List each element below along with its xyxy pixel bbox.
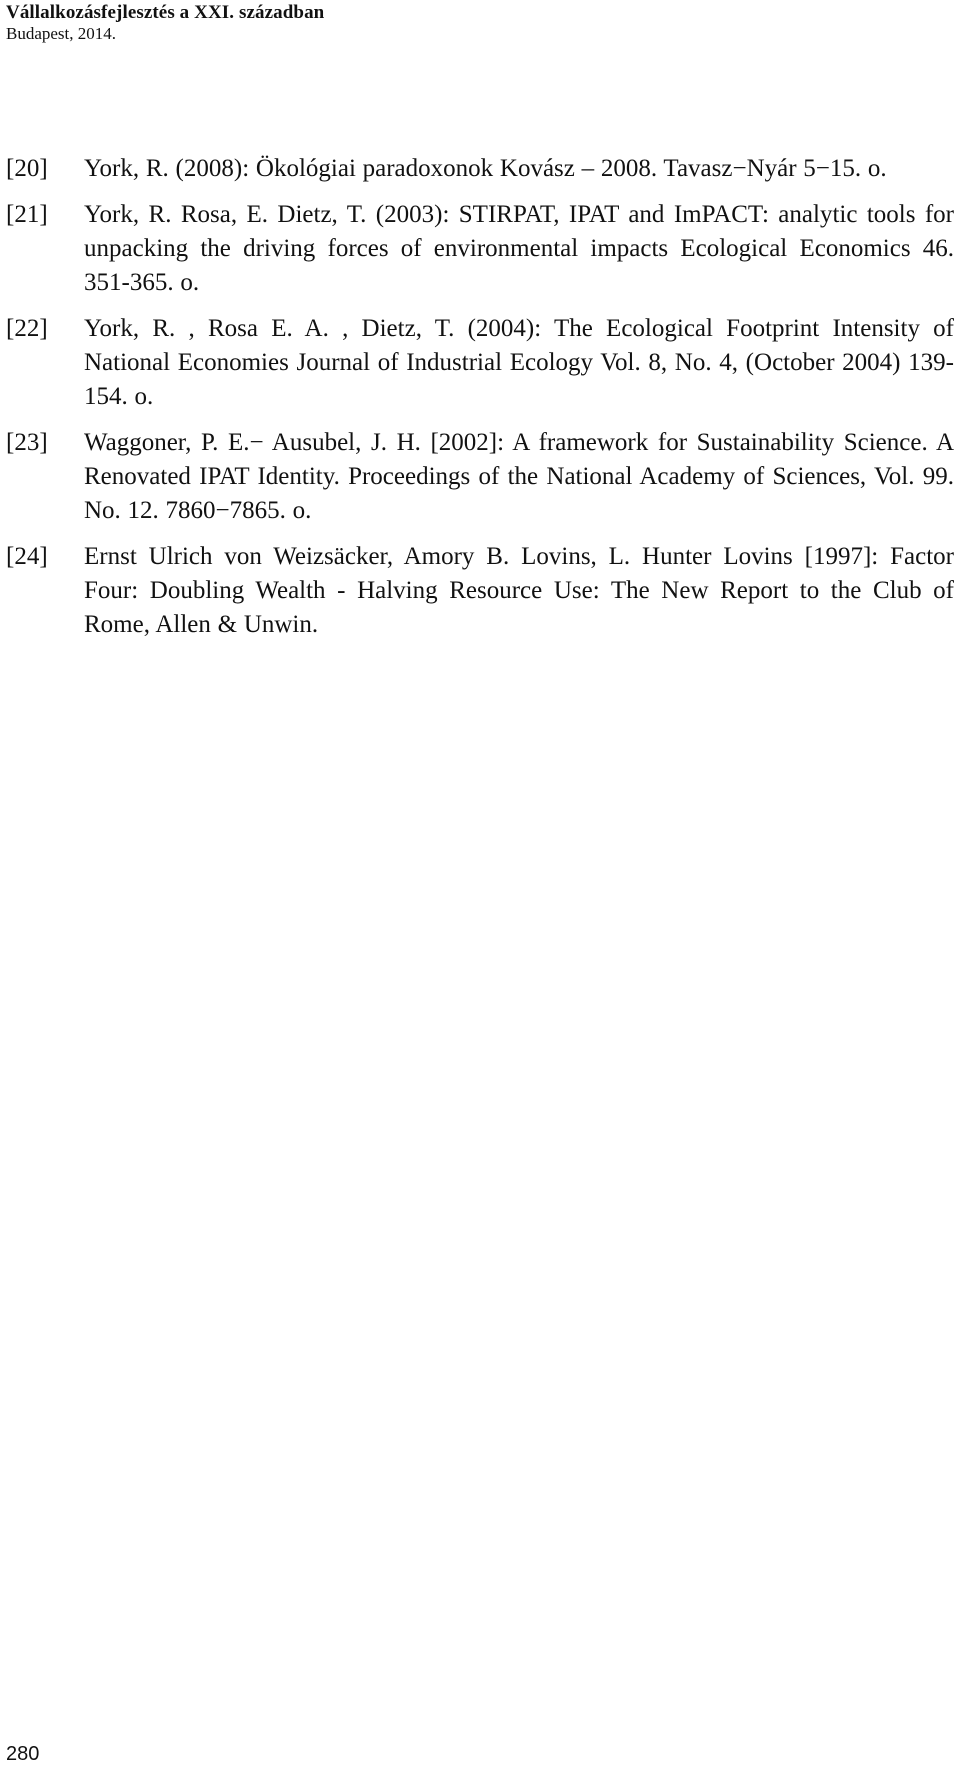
reference-number: [22] (6, 315, 48, 342)
reference-item-23 (6, 426, 954, 528)
reference-text: Waggoner, P. E.− Ausubel, J. H. [2002]: A framework for Sustainability Science. A Renovated IPAT Identity. Proceedings of the National Academy of Sciences, Vol. 99. No. 12. 7860−7865. o. (84, 429, 954, 524)
header-title: Vállalkozásfejlesztés a XXI. században (6, 2, 325, 23)
reference-list (6, 152, 954, 654)
header-subtitle: Budapest, 2014. (6, 24, 117, 43)
page-header (6, 2, 324, 44)
reference-text: York, R. Rosa, E. Dietz, T. (2003): STIRPAT, IPAT and ImPACT: analytic tools for unpacking the driving forces of environmental impacts Ecological Economics 46. 351-365. o. (84, 201, 954, 296)
reference-number: [24] (6, 543, 48, 570)
page-number: 280 (6, 1743, 40, 1765)
reference-number: [20] (6, 155, 48, 182)
reference-text: York, R. (2008): Ökológiai paradoxonok Kovász – 2008. Tavasz−Nyár 5−15. o. (84, 155, 887, 182)
reference-text: Ernst Ulrich von Weizsäcker, Amory B. Lovins, L. Hunter Lovins [1997]: Factor Four: Doubling Wealth - Halving Resource Use: The New Report to the Club of Rome, Allen & Unwin. (84, 543, 954, 638)
reference-item-21 (6, 198, 954, 300)
reference-text: York, R. , Rosa E. A. , Dietz, T. (2004): The Ecological Footprint Intensity of National Economies Journal of Industrial Ecology Vol. 8, No. 4, (October 2004) 139-154. o. (84, 315, 954, 410)
reference-item-24 (6, 540, 954, 642)
reference-number: [23] (6, 429, 48, 456)
reference-item-22 (6, 312, 954, 414)
reference-number: [21] (6, 201, 48, 228)
reference-item-20 (6, 152, 954, 186)
